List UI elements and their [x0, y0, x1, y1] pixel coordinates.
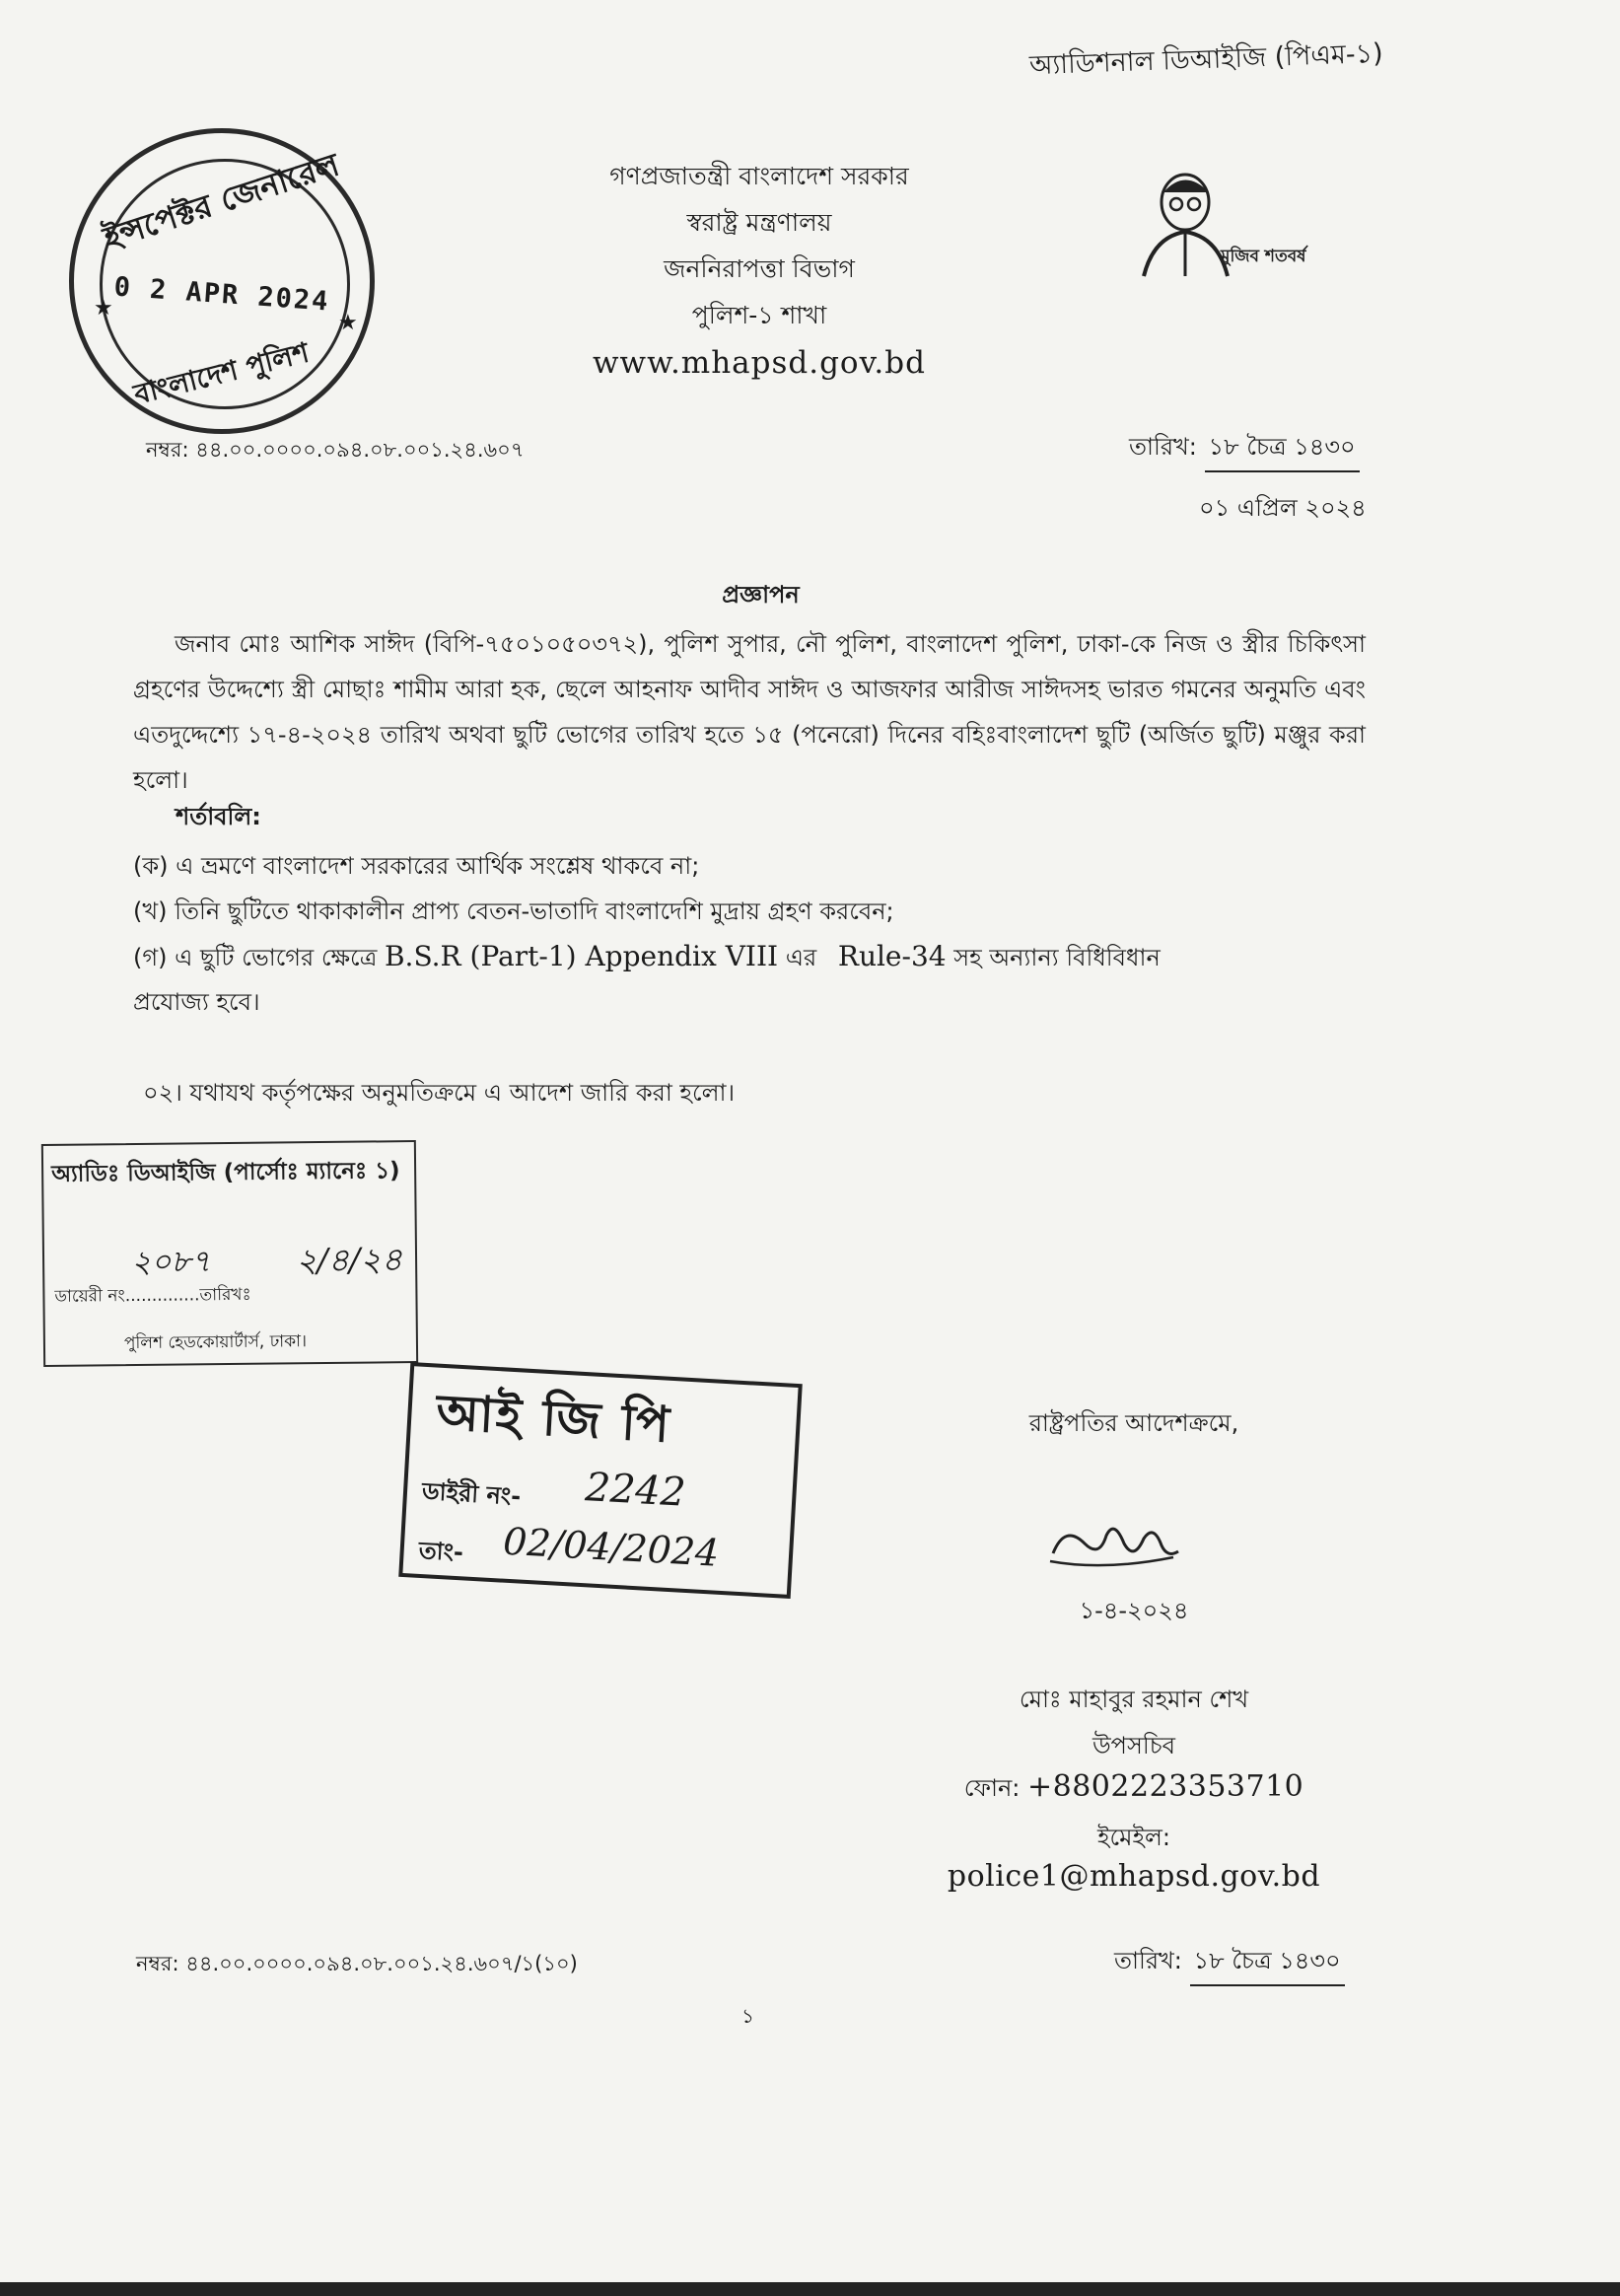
- signatory-name: মোঃ মাহাবুর রহমান শেখ: [1019, 1686, 1249, 1713]
- condition-ga-rule1: B.S.R (Part-1) Appendix VIII: [384, 940, 779, 972]
- notification-title: প্রজ্ঞাপন: [722, 581, 800, 609]
- additional-dig-heading: অ্যাডিশনাল ডিআইজি (পিএম-১): [1028, 37, 1384, 82]
- stamp-top-text: ইন্সপেক্টর জেনারেল: [99, 145, 344, 257]
- stamp-bottom-text: বাংলাদেশ পুলিশ: [130, 335, 313, 411]
- copy-reference-number: নম্বর: ৪৪.০০.০০০০.০৯৪.০৮.০০১.২৪.৬০৭/১(১০): [136, 1952, 578, 1975]
- stamp2-date: 02/04/2024: [502, 1519, 721, 1575]
- stamp1-diary-number: ২০৮৭: [130, 1244, 211, 1281]
- condition-ka: (ক) এ ভ্রমণে বাংলাদেশ সরকারের আর্থিক সংশ্লেষ থাকবে না;: [133, 852, 700, 880]
- date-label: তারিখ:: [1129, 433, 1197, 461]
- condition-ga-rule2: Rule-34: [837, 940, 947, 972]
- condition-ga: [133, 935, 1346, 979]
- date-bangla: ১৮ চৈত্র ১৪৩০: [1205, 429, 1360, 472]
- stamp-date: 0 2 APR 2024: [112, 271, 331, 318]
- mujib-borsho-logo: [1124, 163, 1306, 286]
- scan-bottom-edge: [0, 2282, 1620, 2296]
- copy-reference-date: [1114, 1943, 1345, 1986]
- condition-ga-suffix: সহ অন্যান্য বিধিবিধান: [953, 944, 1161, 971]
- reference-number: নম্বর: ৪৪.০০.০০০০.০৯৪.০৮.০০১.২৪.৬০৭: [146, 438, 525, 462]
- phone-number: +8802223353710: [1027, 1769, 1304, 1804]
- signature-date: ১-৪-২০২৪: [1079, 1597, 1189, 1624]
- logo-text: মুজিব শতবর্ষ: [1221, 247, 1306, 266]
- stamp-star-icon: ★: [338, 311, 358, 335]
- stamp2-heading: আই জি পি: [434, 1383, 673, 1454]
- email-address: police1@mhapsd.gov.bd: [947, 1859, 1321, 1894]
- addl-dig-diary-stamp: [41, 1140, 418, 1367]
- signatory-email: [868, 1859, 1400, 1894]
- stamp2-diary-number: 2242: [584, 1465, 687, 1516]
- header-website: www.mhapsd.gov.bd: [593, 345, 926, 381]
- email-label: ইমেইল:: [1097, 1824, 1170, 1851]
- condition-ga-end: প্রযোজ্য হবে।: [133, 988, 260, 1016]
- stamp1-diary-row: ডায়েরী নং..............তারিখঃ: [54, 1284, 251, 1307]
- order-clause: ০২। যথাযথ কর্তৃপক্ষের অনুমতিক্রমে এ আদেশ জারি করা হলো।: [143, 1079, 736, 1107]
- copy-date-label: তারিখ:: [1114, 1947, 1182, 1974]
- government-header: [532, 153, 986, 388]
- signatory-phone: [868, 1769, 1400, 1810]
- header-line-ministry: স্বরাষ্ট্র মন্ত্রণালয়: [686, 208, 832, 237]
- page-number: ১: [741, 2004, 754, 2028]
- condition-ga-mid: এর: [785, 944, 817, 971]
- condition-kha: (খ) তিনি ছুটিতে থাকাকালীন প্রাপ্য বেতন-ভাতাদি বাংলাদেশি মুদ্রায় গ্রহণ করবেন;: [133, 897, 894, 925]
- inspector-general-round-stamp: [69, 128, 375, 434]
- by-order-of-president: রাষ্ট্রপতির আদেশক্রমে,: [1028, 1409, 1239, 1437]
- stamp1-diary-date: ২/৪/২৪: [295, 1240, 403, 1280]
- header-line-branch: পুলিশ-১ শাখা: [691, 301, 827, 329]
- stamp2-diary-label: ডাইরী নং-: [421, 1476, 522, 1511]
- header-line-division: জননিরাপত্তা বিভাগ: [664, 254, 855, 283]
- header-line-govt: গণপ্রজাতন্ত্রী বাংলাদেশ সরকার: [609, 162, 909, 190]
- condition-ga-prefix: (গ) এ ছুটি ভোগের ক্ষেত্রে: [133, 944, 378, 971]
- phone-label: ফোন:: [963, 1774, 1021, 1802]
- reference-date: [1129, 429, 1360, 472]
- stamp-star-icon: ★: [94, 296, 113, 321]
- conditions-heading: শর্তাবলি:: [176, 803, 261, 830]
- handwritten-signature: [1045, 1514, 1183, 1578]
- stamp1-heading: অ্যাডিঃ ডিআইজি (পার্সোঃ ম্যানেঃ ১): [51, 1158, 400, 1187]
- stamp1-footer: পুলিশ হেডকোয়ার্টার্স, ঢাকা।: [123, 1331, 308, 1354]
- stamp2-date-label: তাং-: [417, 1536, 464, 1567]
- igp-diary-stamp: [398, 1362, 803, 1599]
- date-gregorian: ০১ এপ্রিল ২০২৪: [1199, 494, 1367, 522]
- signatory-designation: উপসচিব: [1092, 1732, 1176, 1759]
- notification-paragraph: জনাব মোঃ আশিক সাঈদ (বিপি-৭৫০১০৫০৩৭২), পুলিশ সুপার, নৌ পুলিশ, বাংলাদেশ পুলিশ, ঢাকা-কে নিজ ও স্ত্রীর চিকিৎসা গ্রহণের উদ্দেশ্যে স্ত্রী মোছাঃ শামীম আরা হক, ছেলে আহনাফ আদীব সাঈদ ও আজফার আরীজ সাঈদসহ ভারত গমনের অনুমতি এবং এতদুদ্দেশ্যে ১৭-৪-২০২৪ তারিখ অথবা ছুটি ভোগের তারিখ হতে ১৫ (পনেরো) দিনের বহিঃবাংলাদেশ ছুটি (অর্জিত ছুটি) মঞ্জুর করা হলো।: [133, 630, 1366, 794]
- copy-date-bangla: ১৮ চৈত্র ১৪৩০: [1190, 1943, 1345, 1986]
